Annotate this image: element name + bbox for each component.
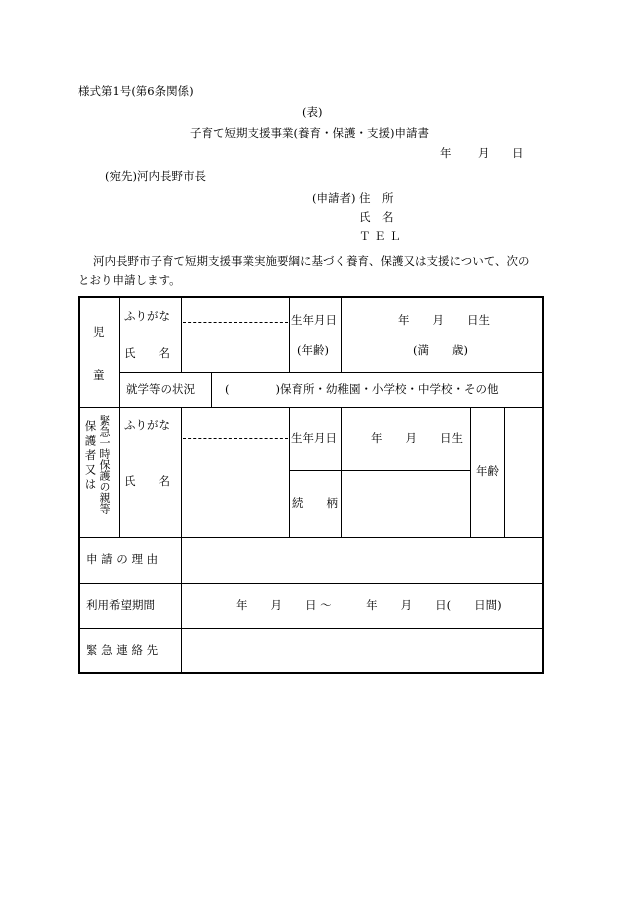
child-name-label: 氏 名 — [124, 346, 170, 360]
child-dob-label: 生年月日 — [291, 313, 337, 327]
guardian-sublabel: 緊急一時保護の親等 — [98, 415, 111, 514]
school-options: ( )保育所・幼稚園・小学校・中学校・その他 — [225, 382, 499, 396]
child-furigana-label: ふりがな — [124, 309, 170, 323]
guardian-furigana-label: ふりがな — [124, 418, 170, 432]
form-title: 子育て短期支援事業(養育・保護・支援)申請書 — [190, 126, 429, 140]
date-month: 月 — [478, 146, 490, 160]
applicant-name-label: 氏 名 — [359, 210, 394, 224]
applicant-prefix: (申請者) — [312, 191, 356, 205]
guardian-dob-value: 年 月 日生 — [371, 431, 463, 445]
form-side: (表) — [302, 105, 323, 119]
date-year: 年 — [440, 146, 452, 160]
guardian-name-label: 氏 名 — [124, 474, 170, 488]
contact-label: 緊 急 連 絡 先 — [86, 643, 159, 657]
child-age-label: (年齢) — [297, 343, 329, 357]
form-number: 様式第1号(第6条関係) — [78, 84, 194, 98]
addressee: (宛先)河内長野市長 — [105, 169, 206, 183]
child-age-value: (満 歳) — [413, 343, 468, 357]
guardian-dob-label: 生年月日 — [291, 431, 337, 445]
period-label: 利用希望期間 — [86, 598, 155, 612]
applicant-tel-label: Ｔ Ｅ Ｌ — [359, 229, 401, 243]
intro-line-2: とおり申請します。 — [78, 273, 181, 287]
school-status-label: 就学等の状況 — [126, 382, 195, 396]
reason-label: 申 請 の 理 由 — [86, 552, 159, 566]
applicant-address-label: 住 所 — [359, 191, 394, 205]
guardian-label: 保護者又は — [83, 420, 98, 493]
child-dob-value: 年 月 日生 — [398, 313, 490, 327]
period-value: 年 月 日 ～ 年 月 日( 日間) — [236, 598, 502, 612]
intro-line-1: 河内長野市子育て短期支援事業実施要綱に基づく養育、保護又は支援について、次の — [93, 254, 530, 268]
date-day: 日 — [512, 146, 524, 160]
guardian-relation-label: 続 柄 — [292, 496, 338, 510]
child-label-2: 童 — [93, 368, 105, 382]
guardian-age-label: 年齢 — [476, 464, 499, 478]
child-label-1: 児 — [93, 325, 105, 339]
